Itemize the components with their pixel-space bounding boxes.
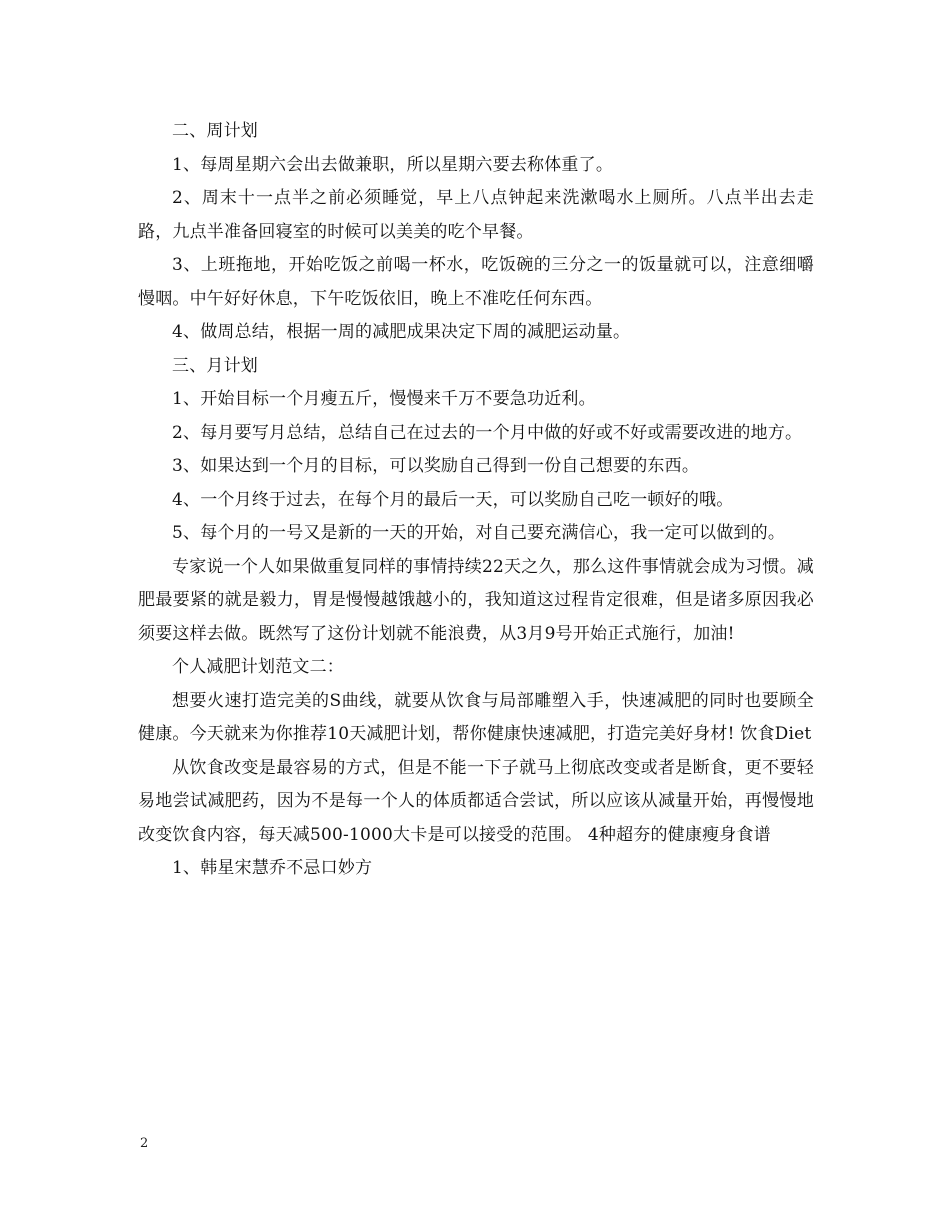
section-heading-sample-two: 个人减肥计划范文二： bbox=[172, 657, 344, 677]
paragraph: 3、上班拖地，开始吃饭之前喝一杯水，吃饭碗的三分之一的饭量就可以，注意细嚼慢咽。中午好好休息，下午吃饭依旧，晚上不准吃任何东西。 bbox=[138, 255, 814, 309]
paragraph: 从饮食改变是最容易的方式，但是不能一下子就马上彻底改变或者是断食，更不要轻易地尝试减肥药，因为不是每一个人的体质都适合尝试，所以应该从减量开始，再慢慢地改变饮食内容，每天减500-1000大卡是可以接受的范围。 4种超夯的健康瘦身食谱 bbox=[138, 757, 814, 845]
document-body bbox=[138, 115, 814, 886]
page-number: 2 bbox=[140, 1136, 149, 1151]
paragraph: 4、一个月终于过去，在每个月的最后一天，可以奖励自己吃一顿好的哦。 bbox=[172, 489, 734, 510]
paragraph: 2、周末十一点半之前必须睡觉，早上八点钟起来洗漱喝水上厕所。八点半出去走路，九点半准备回寝室的时候可以美美的吃个早餐。 bbox=[138, 188, 814, 242]
paragraph: 2、每月要写月总结，总结自己在过去的一个月中做的好或不好或需要改进的地方。 bbox=[172, 422, 803, 443]
paragraph: 想要火速打造完美的S曲线，就要从饮食与局部雕塑入手，快速减肥的同时也要顾全健康。今天就来为你推荐10天减肥计划，帮你健康快速减肥，打造完美好身材! 饮食Diet bbox=[138, 690, 814, 744]
paragraph: 3、如果达到一个月的目标，可以奖励自己得到一份自己想要的东西。 bbox=[172, 456, 700, 476]
section-heading-monthly-plan: 三、月计划 bbox=[172, 355, 258, 376]
paragraph: 4、做周总结，根据一周的减肥成果决定下周的减肥运动量。 bbox=[172, 322, 631, 342]
paragraph: 1、开始目标一个月瘦五斤，慢慢来千万不要急功近利。 bbox=[172, 389, 596, 409]
paragraph: 专家说一个人如果做重复同样的事情持续22天之久，那么这件事情就会成为习惯。减肥最要紧的就是毅力，胃是慢慢越饿越小的，我知道这过程肯定很难，但是诸多原因我必须要这样去做。既然写了这份计划就不能浪费，从3月9号开始正式施行，加油! bbox=[138, 556, 814, 644]
section-heading-weekly-plan: 二、周计划 bbox=[172, 121, 258, 141]
paragraph: 1、每周星期六会出去做兼职，所以星期六要去称体重了。 bbox=[172, 154, 614, 175]
paragraph: 5、每个月的一号又是新的一天的开始，对自己要充满信心，我一定可以做到的。 bbox=[172, 523, 786, 543]
paragraph: 1、韩星宋慧乔不忌口妙方 bbox=[172, 858, 373, 878]
